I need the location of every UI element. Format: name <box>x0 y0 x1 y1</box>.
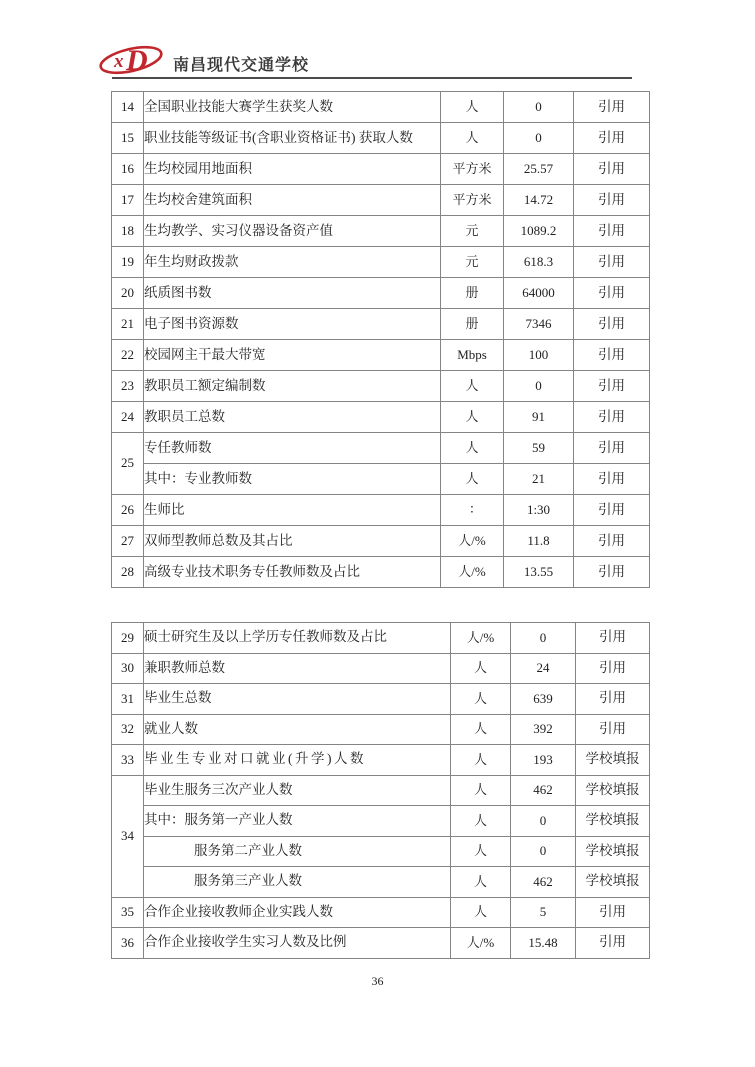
indicator-name-cell: 其中：专业教师数 <box>144 464 441 495</box>
unit-cell: 人 <box>441 371 504 402</box>
table-row <box>112 309 650 340</box>
source-cell: 引用 <box>576 653 650 684</box>
value-cell: 462 <box>511 867 576 898</box>
row-number-cell: 35 <box>112 897 144 928</box>
unit-cell: 人/% <box>451 623 511 654</box>
indicator-name-cell: 专任教师数 <box>144 433 441 464</box>
indicator-name-cell: 职业技能等级证书(含职业资格证书) 获取人数 <box>144 123 441 154</box>
source-cell: 引用 <box>574 247 650 278</box>
table-row <box>112 340 650 371</box>
row-number-cell: 25 <box>112 433 144 495</box>
value-cell: 5 <box>511 897 576 928</box>
table-row <box>112 154 650 185</box>
unit-cell: 人 <box>451 653 511 684</box>
value-cell: 14.72 <box>504 185 574 216</box>
value-cell: 13.55 <box>504 557 574 588</box>
indicator-name-cell: 纸质图书数 <box>144 278 441 309</box>
row-number-cell: 17 <box>112 185 144 216</box>
row-number-cell: 27 <box>112 526 144 557</box>
table-row <box>112 433 650 464</box>
source-cell: 引用 <box>574 154 650 185</box>
value-cell: 1089.2 <box>504 216 574 247</box>
value-cell: 193 <box>511 745 576 776</box>
source-cell: 学校填报 <box>576 806 650 837</box>
value-cell: 25.57 <box>504 154 574 185</box>
unit-cell: 人 <box>451 684 511 715</box>
value-cell: 0 <box>511 806 576 837</box>
indicator-name-cell: 年生均财政拨款 <box>144 247 441 278</box>
table-row <box>112 557 650 588</box>
table-row <box>112 402 650 433</box>
source-cell: 引用 <box>576 684 650 715</box>
page-number: 36 <box>371 974 384 988</box>
unit-cell: 人 <box>451 745 511 776</box>
unit-cell: 人/% <box>451 928 511 959</box>
value-cell: 91 <box>504 402 574 433</box>
unit-cell: 人 <box>451 867 511 898</box>
table-row <box>112 495 650 526</box>
row-number-cell: 16 <box>112 154 144 185</box>
row-number-cell: 22 <box>112 340 144 371</box>
table-row <box>112 684 650 715</box>
source-cell: 学校填报 <box>576 836 650 867</box>
source-cell: 引用 <box>576 897 650 928</box>
row-number-cell: 31 <box>112 684 144 715</box>
indicator-name-cell: 生师比 <box>144 495 441 526</box>
unit-cell: 人 <box>441 92 504 123</box>
school-name: 南昌现代交通学校 <box>173 57 310 74</box>
unit-cell: 人 <box>441 464 504 495</box>
table-row <box>112 653 650 684</box>
table-row <box>112 897 650 928</box>
indicator-name-cell: 生均校舍建筑面积 <box>144 185 441 216</box>
unit-cell: 人 <box>441 433 504 464</box>
row-number-cell: 26 <box>112 495 144 526</box>
indicator-name-cell: 合作企业接收学生实习人数及比例 <box>144 928 451 959</box>
row-number-cell: 30 <box>112 653 144 684</box>
table-row <box>112 216 650 247</box>
unit-cell: 人 <box>451 806 511 837</box>
indicator-name-cell: 全国职业技能大赛学生获奖人数 <box>144 92 441 123</box>
value-cell: 618.3 <box>504 247 574 278</box>
row-number-cell: 15 <box>112 123 144 154</box>
source-cell: 引用 <box>574 185 650 216</box>
indicator-name-cell: 生均教学、实习仪器设备资产值 <box>144 216 441 247</box>
table-row <box>112 526 650 557</box>
logo-letter-x: x <box>114 51 124 72</box>
table-row <box>112 247 650 278</box>
row-number-cell: 36 <box>112 928 144 959</box>
value-cell: 59 <box>504 433 574 464</box>
unit-cell: 人 <box>451 836 511 867</box>
row-number-cell: 21 <box>112 309 144 340</box>
unit-cell: Mbps <box>441 340 504 371</box>
table-row <box>112 714 650 745</box>
value-cell: 21 <box>504 464 574 495</box>
row-number-cell: 23 <box>112 371 144 402</box>
indicator-name-cell: 电子图书资源数 <box>144 309 441 340</box>
row-number-cell: 34 <box>112 775 144 897</box>
value-cell: 0 <box>504 123 574 154</box>
source-cell: 引用 <box>574 92 650 123</box>
row-number-cell: 29 <box>112 623 144 654</box>
value-cell: 15.48 <box>511 928 576 959</box>
table-row <box>112 278 650 309</box>
source-cell: 引用 <box>576 928 650 959</box>
source-cell: 引用 <box>574 433 650 464</box>
source-cell: 学校填报 <box>576 867 650 898</box>
source-cell: 引用 <box>576 714 650 745</box>
value-cell: 0 <box>511 836 576 867</box>
value-cell: 100 <box>504 340 574 371</box>
indicator-name-cell: 高级专业技术职务专任教师数及占比 <box>144 557 441 588</box>
value-cell: 24 <box>511 653 576 684</box>
source-cell: 引用 <box>574 216 650 247</box>
table-row <box>112 92 650 123</box>
indicator-name-cell: 服务第三产业人数 <box>144 867 451 898</box>
value-cell: 64000 <box>504 278 574 309</box>
table-row <box>112 775 650 806</box>
table-row <box>112 464 650 495</box>
indicator-name-cell: 其中：服务第一产业人数 <box>144 806 451 837</box>
indicator-name-cell: 毕业生专业对口就业(升学)人数 <box>144 745 451 776</box>
row-number-cell: 14 <box>112 92 144 123</box>
indicator-name-cell: 兼职教师总数 <box>144 653 451 684</box>
unit-cell: 人 <box>441 402 504 433</box>
value-cell: 11.8 <box>504 526 574 557</box>
unit-cell: 元 <box>441 247 504 278</box>
value-cell: 0 <box>504 371 574 402</box>
source-cell: 引用 <box>574 495 650 526</box>
row-number-cell: 28 <box>112 557 144 588</box>
unit-cell: 人 <box>451 714 511 745</box>
school-logo-icon <box>97 40 169 80</box>
source-cell: 引用 <box>574 464 650 495</box>
logo-letter-d: D <box>126 44 148 77</box>
unit-cell: 册 <box>441 278 504 309</box>
value-cell: 639 <box>511 684 576 715</box>
unit-cell: 人 <box>451 775 511 806</box>
header-rule <box>112 77 632 79</box>
source-cell: 引用 <box>574 526 650 557</box>
indicator-name-cell: 双师型教师总数及其占比 <box>144 526 441 557</box>
table-row <box>112 123 650 154</box>
indicator-table-29-36 <box>111 622 650 959</box>
row-number-cell: 20 <box>112 278 144 309</box>
table-row <box>112 371 650 402</box>
row-number-cell: 19 <box>112 247 144 278</box>
unit-cell: 元 <box>441 216 504 247</box>
source-cell: 引用 <box>574 402 650 433</box>
row-number-cell: 18 <box>112 216 144 247</box>
value-cell: 7346 <box>504 309 574 340</box>
source-cell: 学校填报 <box>576 775 650 806</box>
row-number-cell: 24 <box>112 402 144 433</box>
source-cell: 引用 <box>574 371 650 402</box>
source-cell: 引用 <box>574 278 650 309</box>
value-cell: 462 <box>511 775 576 806</box>
indicator-table-14-28 <box>111 91 650 588</box>
value-cell: 0 <box>511 623 576 654</box>
row-number-cell: 33 <box>112 745 144 776</box>
table-row <box>112 745 650 776</box>
indicator-name-cell: 教职员工额定编制数 <box>144 371 441 402</box>
indicator-name-cell: 硕士研究生及以上学历专任教师数及占比 <box>144 623 451 654</box>
indicator-name-cell: 毕业生服务三次产业人数 <box>144 775 451 806</box>
table-row <box>112 185 650 216</box>
value-cell: 0 <box>504 92 574 123</box>
row-number-cell: 32 <box>112 714 144 745</box>
indicator-name-cell: 就业人数 <box>144 714 451 745</box>
unit-cell: 人 <box>441 123 504 154</box>
unit-cell: 册 <box>441 309 504 340</box>
source-cell: 学校填报 <box>576 745 650 776</box>
unit-cell: 平方米 <box>441 185 504 216</box>
indicator-name-cell: 毕业生总数 <box>144 684 451 715</box>
unit-cell: ∶ <box>441 495 504 526</box>
indicator-name-cell: 合作企业接收教师企业实践人数 <box>144 897 451 928</box>
unit-cell: 人/% <box>441 526 504 557</box>
indicator-name-cell: 生均校园用地面积 <box>144 154 441 185</box>
source-cell: 引用 <box>574 123 650 154</box>
unit-cell: 人 <box>451 897 511 928</box>
source-cell: 引用 <box>574 557 650 588</box>
table-row <box>112 836 650 867</box>
table-row <box>112 928 650 959</box>
source-cell: 引用 <box>574 340 650 371</box>
unit-cell: 人/% <box>441 557 504 588</box>
unit-cell: 平方米 <box>441 154 504 185</box>
indicator-name-cell: 服务第二产业人数 <box>144 836 451 867</box>
table-row <box>112 623 650 654</box>
source-cell: 引用 <box>574 309 650 340</box>
indicator-name-cell: 教职员工总数 <box>144 402 441 433</box>
indicator-name-cell: 校园网主干最大带宽 <box>144 340 441 371</box>
source-cell: 引用 <box>576 623 650 654</box>
table-row <box>112 806 650 837</box>
value-cell: 1:30 <box>504 495 574 526</box>
table-row <box>112 867 650 898</box>
value-cell: 392 <box>511 714 576 745</box>
